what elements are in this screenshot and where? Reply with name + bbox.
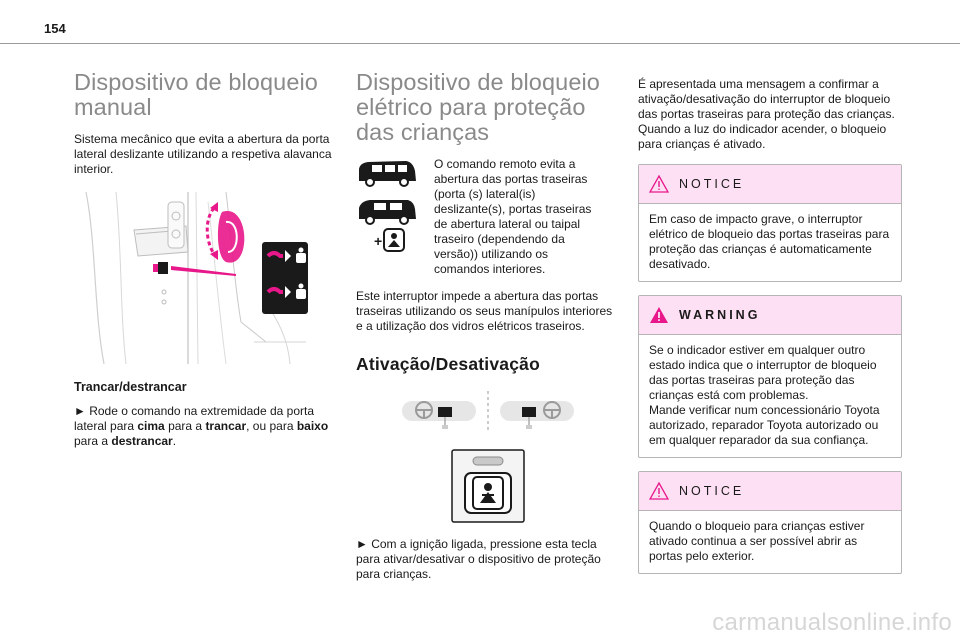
vehicle-icons — [356, 157, 420, 277]
van-icon — [356, 157, 418, 187]
electric-child-lock-title: Dispositivo de bloqueio elétrico para proteção das crianças — [356, 69, 600, 145]
svg-text:+: + — [374, 233, 383, 249]
warning-text: Se o indicador estiver em qualquer outro estado indica que o interruptor de bloqueio das portas traseiras para proteção das crianças está com problemas. — [649, 343, 877, 402]
warning-box — [638, 295, 902, 458]
warning-title: WARNING — [679, 308, 761, 322]
instr-down: baixo — [296, 419, 329, 433]
instr-lock: trancar — [205, 419, 247, 433]
watermark: carmanualsonline.info — [712, 609, 952, 636]
activation-heading: Ativação/Desativação — [356, 354, 540, 374]
activation-instruction: ► Com a ignição ligada, pressione esta tecla para ativar/desativar o dispositivo de proteção para crianças. — [356, 537, 601, 581]
remote-command-text: O comando remoto evita a abertura das portas traseiras (porta (s) lateral(is) deslizante(s), portas traseiras de abertura lateral ou taipal traseiro (dependendo da versão)) utilizando os comandos interiores. — [434, 157, 592, 276]
warning-header — [639, 296, 901, 335]
instr-unlock: destrancar — [111, 434, 173, 448]
steering-wheel-switch-illustration — [356, 389, 620, 435]
manual-lock-title: Dispositivo de bloqueio manual — [74, 69, 318, 120]
notice-header — [639, 165, 901, 204]
instr-text: para a — [164, 419, 206, 433]
instr-text: para a — [74, 434, 112, 448]
notice-text: Em caso de impacto grave, o interruptor elétrico de bloqueio das portas traseiras para proteção das crianças é automaticamente desativado. — [649, 212, 890, 271]
notice-title: NOTICE — [679, 484, 745, 498]
column-notices — [638, 77, 902, 574]
manual-lock-intro: Sistema mecânico que evita a abertura da porta lateral deslizante utilizando a respetiva alavanca interior. — [74, 132, 332, 176]
instr-text: , ou para — [246, 419, 297, 433]
lock-unlock-heading: Trancar/destrancar — [74, 380, 187, 394]
page-number: 154 — [44, 21, 66, 36]
notice-box — [638, 164, 902, 282]
lock-unlock-instruction — [74, 404, 338, 449]
confirmation-message-text: É apresentada uma mensagem a confirmar a ativação/desativação do interruptor de bloqueio das portas traseiras para proteção das crianças. Quando a luz do indicador acender, o bloqueio para crianças é ativado. — [638, 77, 895, 151]
instr-up: cima — [137, 419, 165, 433]
door-lock-illustration — [76, 192, 312, 364]
caution-triangle-icon — [649, 175, 669, 193]
instr-text: ► Rode o comando na extremidade da porta lateral para — [74, 404, 315, 433]
child-lock-icon — [356, 227, 418, 253]
van-icon — [356, 195, 418, 225]
column-manual-lock — [74, 70, 338, 449]
notice-title: NOTICE — [679, 177, 745, 191]
notice-text: Quando o bloqueio para crianças estiver ativado continua a ser possível abrir as portas pelo exterior. — [649, 519, 865, 563]
switch-description: Este interruptor impede a abertura das portas traseiras utilizando os seus manípulos interiores e a utilização dos vidros elétricos traseiros. — [356, 289, 613, 333]
warning-text: Mande verificar num concessionário Toyota autorizado, reparador Toyota autorizado ou em qualquer reparador da sua confiança. — [649, 403, 880, 447]
warning-triangle-icon — [649, 306, 669, 324]
notice-box — [638, 471, 902, 574]
instr-text: . — [172, 434, 177, 448]
caution-triangle-icon — [649, 482, 669, 500]
header-rule — [0, 43, 960, 44]
warning-body — [639, 335, 901, 457]
remote-command-block — [356, 157, 620, 277]
child-lock-button-icon[interactable] — [451, 449, 525, 523]
notice-header — [639, 472, 901, 511]
column-electric-child-lock — [356, 70, 620, 582]
